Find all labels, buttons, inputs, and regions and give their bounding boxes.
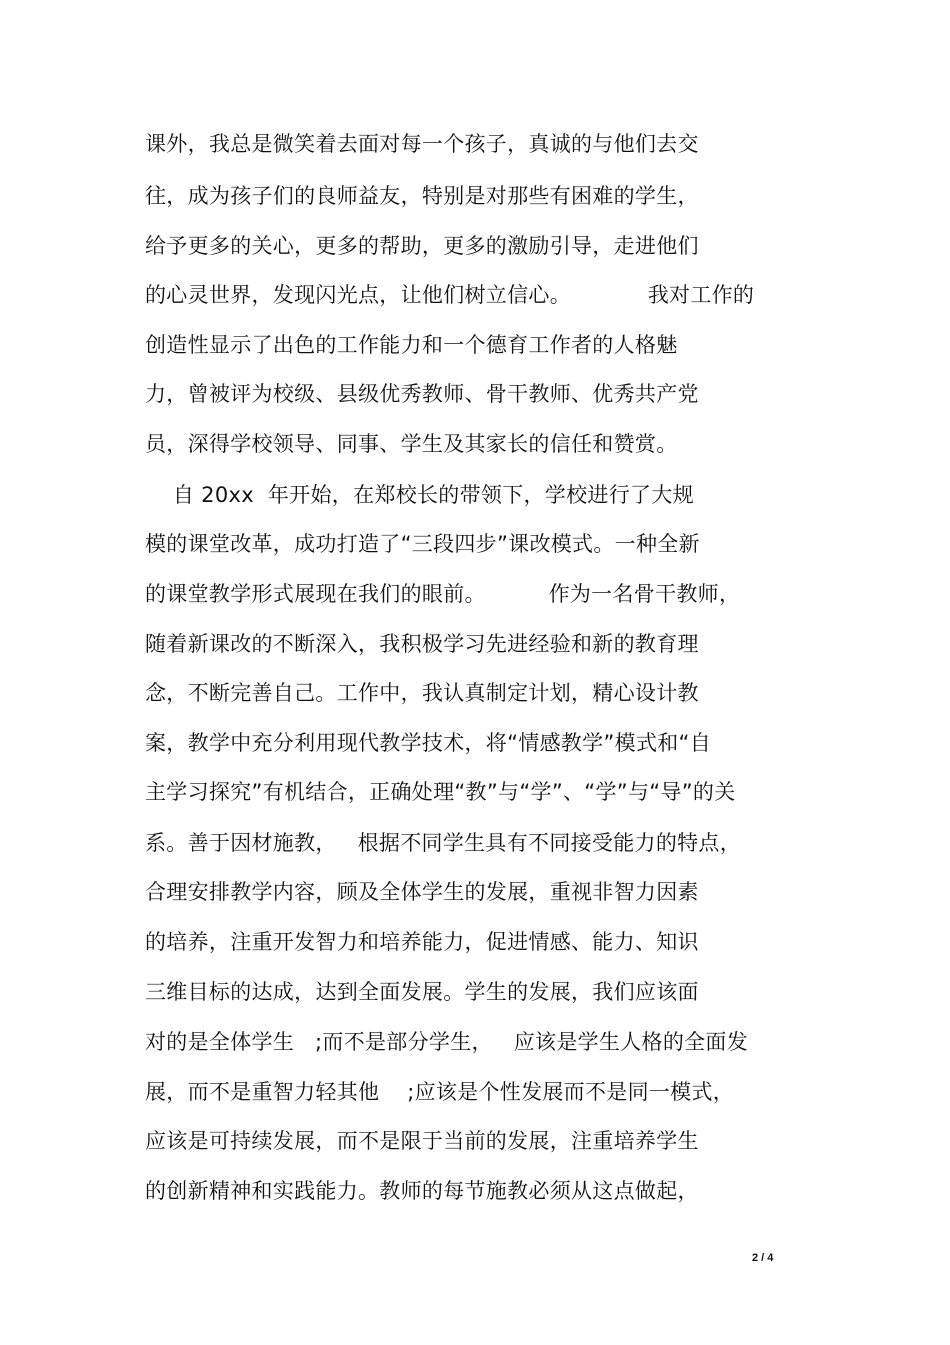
text-line: 课外，我总是微笑着去面对每一个孩子，真诚的与他们去交 bbox=[145, 132, 699, 156]
text-line: 念，不断完善自己。工作中，我认真制定计划，精心设计教 bbox=[145, 681, 699, 705]
text-line: 的心灵世界，发现闪光点，让他们树立信心。 我对工作的 bbox=[145, 283, 755, 307]
text-line: 系。善于因材施教， 根据不同学生具有不同接受能力的特点， bbox=[145, 831, 742, 855]
text-line: 员，深得学校领导、同事、学生及其家长的信任和赞赏。 bbox=[145, 432, 678, 456]
text-line: 三维目标的达成，达到全面发展。学生的发展，我们应该面 bbox=[145, 980, 699, 1004]
text-line: 给予更多的关心，更多的帮助，更多的激励引导，走进他们 bbox=[145, 234, 699, 258]
text-line: 应该是可持续发展，而不是限于当前的发展，注重培养学生 bbox=[145, 1129, 699, 1153]
text-line: 案，教学中充分利用现代教学技术，将“情感教学”模式和“自 bbox=[145, 731, 712, 755]
text-line: 往，成为孩子们的良师益友，特别是对那些有困难的学生， bbox=[145, 184, 699, 208]
text-line: 合理安排教学内容，顾及全体学生的发展，重视非智力因素 bbox=[145, 880, 699, 904]
text-line: 的课堂教学形式展现在我们的眼前。 作为一名骨干教师， bbox=[145, 582, 741, 606]
page-number: 2 / 4 bbox=[752, 1252, 774, 1264]
text-line: 主学习探究”有机结合，正确处理“教”与“学”、“学”与“导”的关 bbox=[145, 780, 736, 804]
text-line: 创造性显示了出色的工作能力和一个德育工作者的人格魅 bbox=[145, 333, 678, 357]
text-line: 自 20xx 年开始，在郑校长的带领下，学校进行了大规 bbox=[145, 483, 694, 507]
text-line: 的培养，注重开发智力和培养能力，促进情感、能力、知识 bbox=[145, 930, 699, 954]
text-line: 随着新课改的不断深入，我积极学习先进经验和新的教育理 bbox=[145, 632, 699, 656]
text-line: 模的课堂改革，成功打造了“三段四步”课改模式。一种全新 bbox=[145, 532, 700, 556]
text-line: 对的是全体学生 ;而不是部分学生， 应该是学生人格的全面发 bbox=[145, 1030, 749, 1054]
text-line: 力，曾被评为校级、县级优秀教师、骨干教师、优秀共产党 bbox=[145, 382, 699, 406]
text-line: 的创新精神和实践能力。教师的每节施教必须从这点做起， bbox=[145, 1179, 699, 1203]
text-line: 展，而不是重智力轻其他 ;应该是个性发展而不是同一模式， bbox=[145, 1080, 735, 1104]
